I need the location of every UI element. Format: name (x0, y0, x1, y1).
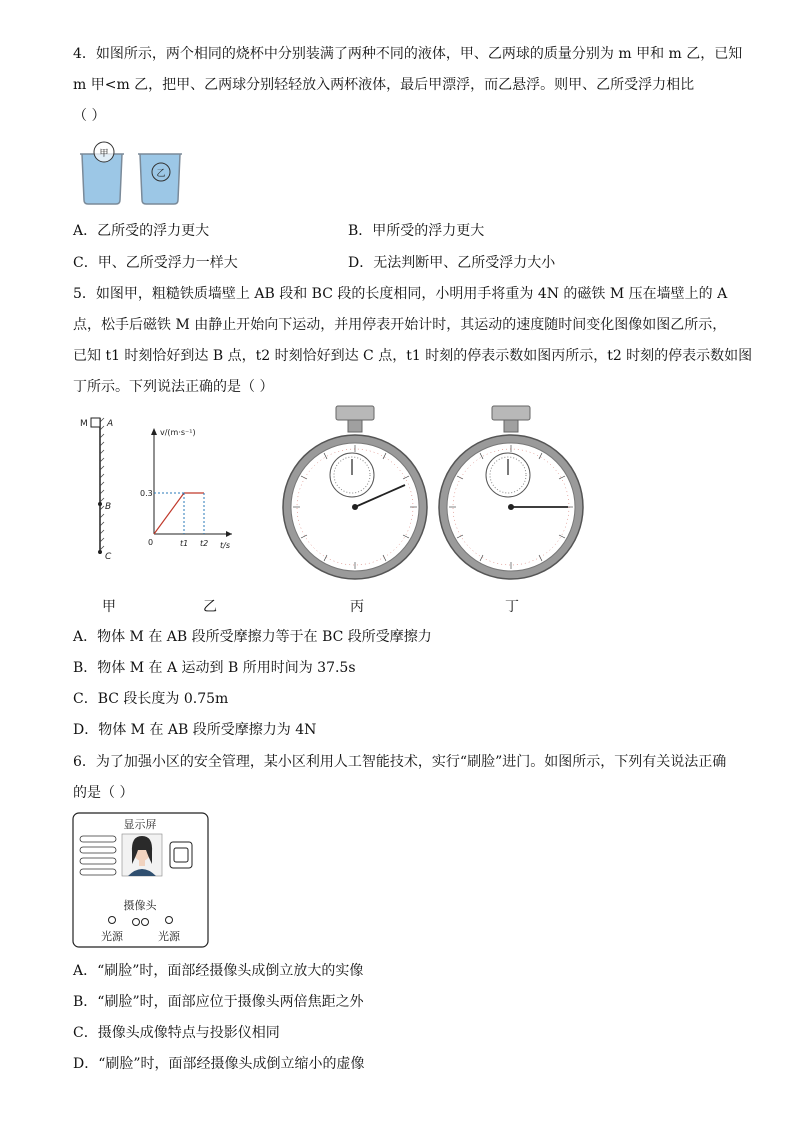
svg-text:0: 0 (148, 538, 154, 547)
caption-ding: 丁 (505, 599, 519, 615)
q5-option-a[interactable]: A．物体 M 在 AB 段所受摩擦力等于在 BC 段所受摩擦力 (73, 629, 432, 645)
svg-text:摄像头: 摄像头 (123, 899, 157, 912)
caption-bing: 丙 (350, 599, 364, 615)
beaker-right (138, 154, 182, 204)
q4-option-d[interactable]: D．无法判断甲、乙所受浮力大小 (348, 255, 556, 271)
caption-jia: 甲 (102, 599, 116, 615)
face-photo (122, 834, 162, 876)
q4-answer-bracket: （ ） (73, 108, 106, 124)
q5-wall-figure (76, 412, 126, 562)
q4-stem-line2: m 甲<m 乙，把甲、乙两球分别轻轻放入两杯液体，最后甲漂浮，而乙悬浮。则甲、乙所受浮力相比 (73, 77, 695, 93)
q5-option-b[interactable]: B．物体 M 在 A 运动到 B 所用时间为 37.5s (73, 660, 356, 676)
face-recognition-device (72, 812, 210, 950)
q4-option-b[interactable]: B．甲所受的浮力更大 (348, 223, 485, 239)
q6-option-b[interactable]: B．“刷脸”时，面部应位于摄像头两倍焦距之外 (73, 994, 364, 1010)
ball-jia (94, 142, 114, 162)
q6-option-a[interactable]: A．“刷脸”时，面部经摄像头成倒立放大的实像 (73, 963, 364, 979)
svg-text:t2: t2 (200, 539, 209, 548)
svg-text:甲: 甲 (99, 149, 109, 159)
q6-option-c[interactable]: C．摄像头成像特点与投影仪相同 (73, 1025, 280, 1041)
svg-text:光源: 光源 (101, 930, 123, 943)
svg-text:C: C (105, 552, 112, 562)
stopwatch-bing (280, 402, 430, 582)
q4-stem-line1: 4．如图所示，两个相同的烧杯中分别装满了两种不同的液体，甲、乙两球的质量分别为 m 甲和 m 乙，已知 (73, 46, 743, 62)
svg-text:光源: 光源 (158, 930, 180, 943)
q5-stem-line1: 5．如图甲，粗糙铁质墙壁上 AB 段和 BC 段的长度相同，小明用手将重为 4N 的磁铁 M 压在墙壁上的 A (73, 286, 728, 302)
svg-text:t/s: t/s (220, 541, 230, 550)
svg-text:0.3: 0.3 (140, 489, 153, 498)
caption-yi: 乙 (203, 599, 217, 615)
stopwatch-ding (436, 402, 586, 582)
svg-text:t1: t1 (180, 539, 189, 548)
q4-beakers-figure (76, 138, 196, 208)
q5-stem-line4: 丁所示。下列说法正确的是（ ） (73, 379, 274, 395)
q5-stem-line2: 点，松手后磁铁 M 由静止开始向下运动，并用停表开始计时，其运动的速度随时间变化图像如图乙所示， (73, 317, 727, 333)
q5-vt-graph (140, 422, 240, 552)
q6-stem-line2: 的是（ ） (73, 785, 134, 801)
svg-text:乙: 乙 (156, 169, 166, 179)
q6-stem-line1: 6．为了加强小区的安全管理，某小区利用人工智能技术，实行“刷脸”进门。如图所示，下列有关说法正确 (73, 754, 727, 770)
q5-option-c[interactable]: C．BC 段长度为 0.75m (73, 691, 229, 707)
q4-option-a[interactable]: A．乙所受的浮力更大 (73, 223, 210, 239)
q5-stem-line3: 已知 t1 时刻恰好到达 B 点，t2 时刻恰好到达 C 点，t1 时刻的停表示数如图丙所示，t2 时刻的停表示数如图 (73, 348, 753, 364)
q4-option-c[interactable]: C．甲、乙所受浮力一样大 (73, 255, 238, 271)
svg-text:v/(m·s⁻¹): v/(m·s⁻¹) (160, 428, 196, 437)
q6-option-d[interactable]: D．“刷脸”时，面部经摄像头成倒立缩小的虚像 (73, 1056, 365, 1072)
q5-option-d[interactable]: D．物体 M 在 AB 段所受摩擦力为 4N (73, 722, 317, 738)
svg-text:M: M (80, 419, 88, 429)
accel-segment (154, 493, 184, 534)
magnet-m (91, 418, 100, 427)
svg-text:显示屏: 显示屏 (123, 818, 157, 831)
svg-text:A: A (107, 419, 114, 429)
svg-text:B: B (105, 502, 112, 512)
